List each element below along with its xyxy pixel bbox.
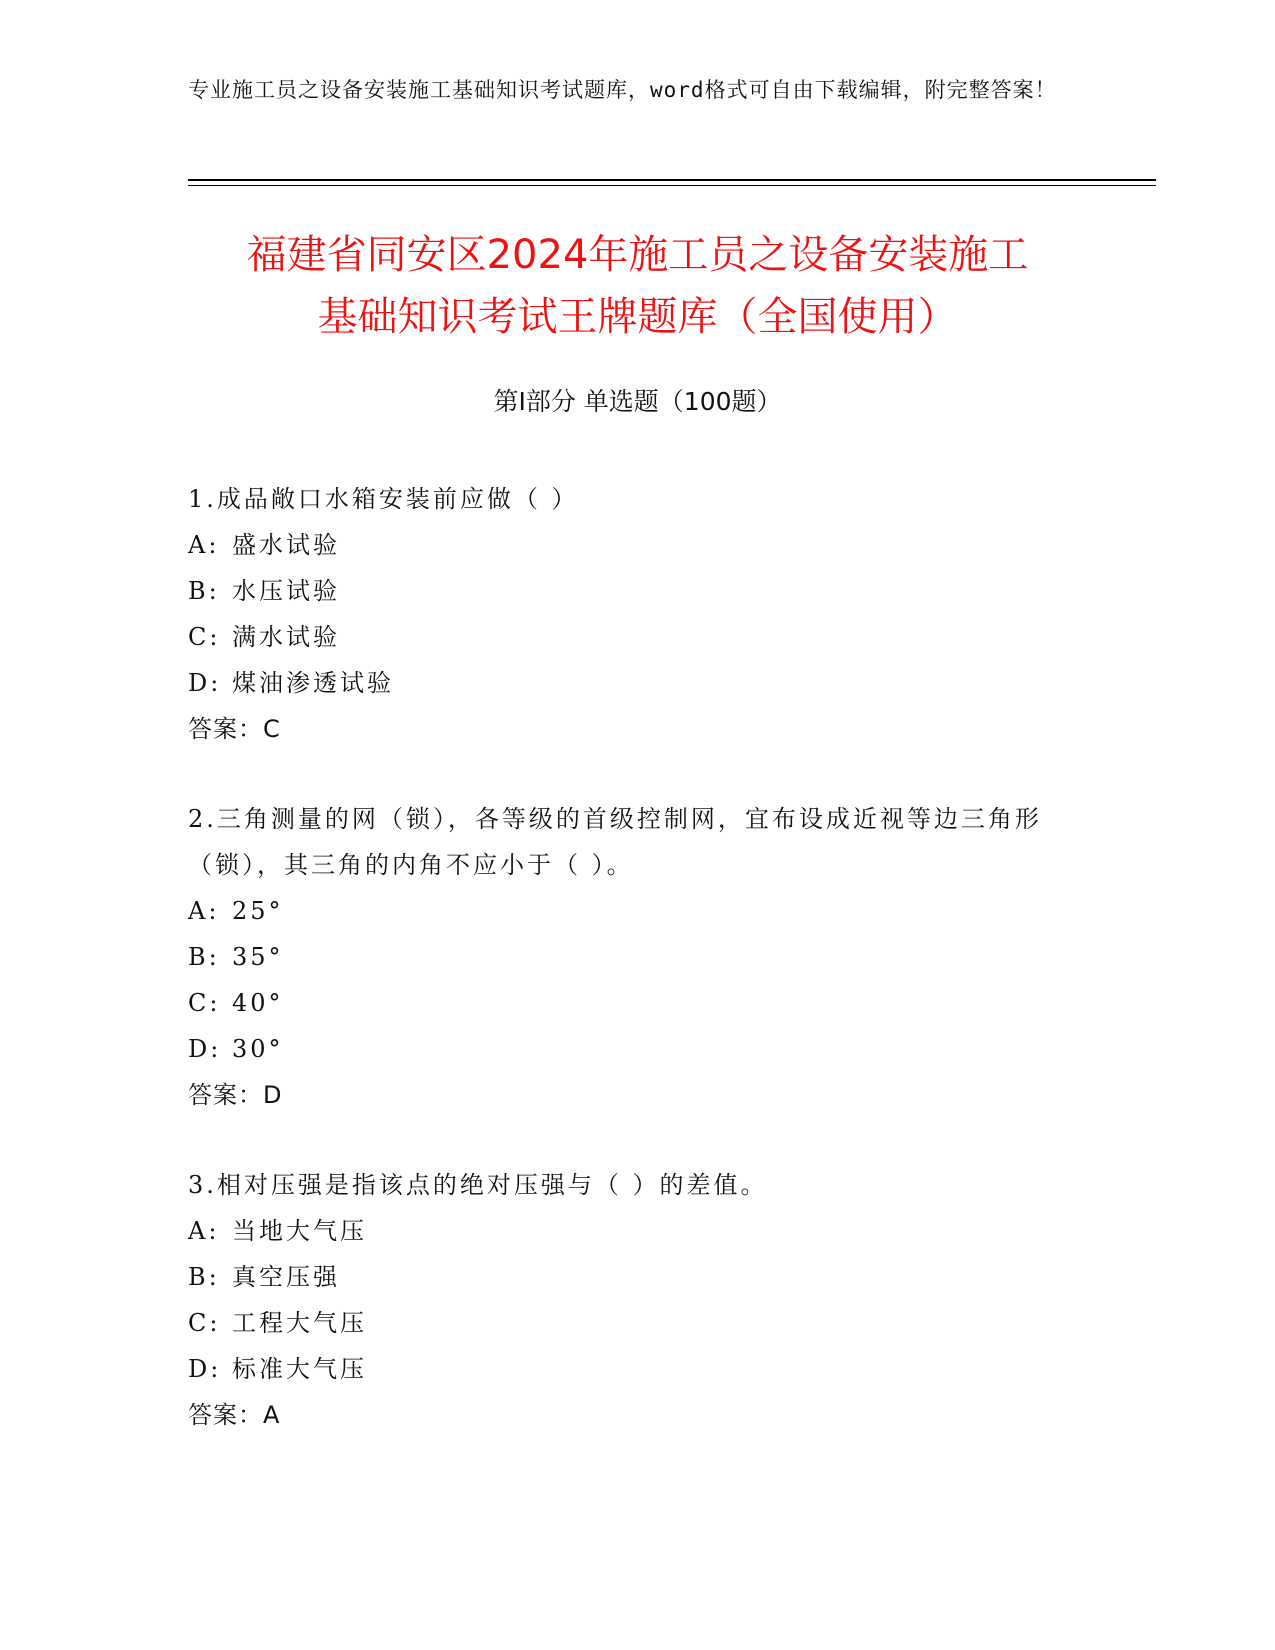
- option-text: 当地大气压: [232, 1217, 367, 1245]
- option-a: [188, 522, 1068, 568]
- question-list: [188, 476, 1068, 1482]
- option-text: 40°: [232, 989, 284, 1017]
- option-text: 25°: [232, 897, 284, 925]
- question-stem: 1.成品敞口水箱安装前应做（ ）: [188, 485, 579, 513]
- option-key: B:: [188, 1263, 220, 1291]
- header-divider-thick: [188, 179, 1156, 181]
- option-d: [188, 1346, 1068, 1392]
- option-key: D:: [188, 1035, 222, 1063]
- option-c: [188, 1300, 1068, 1346]
- option-text: 30°: [232, 1035, 284, 1063]
- option-text: 标准大气压: [232, 1355, 367, 1383]
- option-text: 工程大气压: [232, 1309, 367, 1337]
- option-b: [188, 568, 1068, 614]
- question-2: [188, 796, 1068, 1118]
- answer-line: 答案：D: [188, 1081, 283, 1109]
- answer-line: 答案：C: [188, 715, 281, 743]
- header-divider-thin: [188, 185, 1156, 186]
- option-c: [188, 614, 1068, 660]
- option-key: D:: [188, 1355, 222, 1383]
- section-heading: 第Ⅰ部分 单选题（100题）: [493, 387, 782, 416]
- option-d: [188, 1026, 1068, 1072]
- option-a: [188, 1208, 1068, 1254]
- document-title-line-2: 基础知识考试王牌题库（全国使用）: [317, 294, 958, 340]
- option-text: 水压试验: [232, 577, 340, 605]
- question-1: [188, 476, 1068, 752]
- option-b: [188, 1254, 1068, 1300]
- option-c: [188, 980, 1068, 1026]
- option-a: [188, 888, 1068, 934]
- option-text: 盛水试验: [232, 531, 340, 559]
- option-text: 煤油渗透试验: [232, 669, 394, 697]
- option-key: C:: [188, 623, 221, 651]
- answer-line: 答案：A: [188, 1401, 281, 1429]
- option-key: A:: [188, 897, 220, 925]
- question-stem: 3.相对压强是指该点的绝对压强与（ ）的差值。: [188, 1171, 768, 1199]
- option-text: 真空压强: [232, 1263, 340, 1291]
- header-note: 专业施工员之设备安装施工基础知识考试题库，word格式可自由下载编辑，附完整答案！: [188, 78, 1057, 102]
- option-key: A:: [188, 1217, 220, 1245]
- option-b: [188, 934, 1068, 980]
- option-key: B:: [188, 577, 220, 605]
- option-d: [188, 660, 1068, 706]
- question-3: [188, 1162, 1068, 1438]
- question-stem: 2.三角测量的网（锁），各等级的首级控制网，宜布设成近视等边三角形（锁），其三角的内角不应小于（ ）。: [188, 805, 1042, 879]
- option-key: C:: [188, 1309, 221, 1337]
- option-text: 35°: [232, 943, 284, 971]
- document-title-line-1: 福建省同安区2024年施工员之设备安装施工: [246, 232, 1029, 278]
- option-key: C:: [188, 989, 221, 1017]
- option-key: A:: [188, 531, 220, 559]
- option-key: D:: [188, 669, 222, 697]
- option-text: 满水试验: [232, 623, 340, 651]
- option-key: B:: [188, 943, 220, 971]
- document-title: [150, 224, 1125, 348]
